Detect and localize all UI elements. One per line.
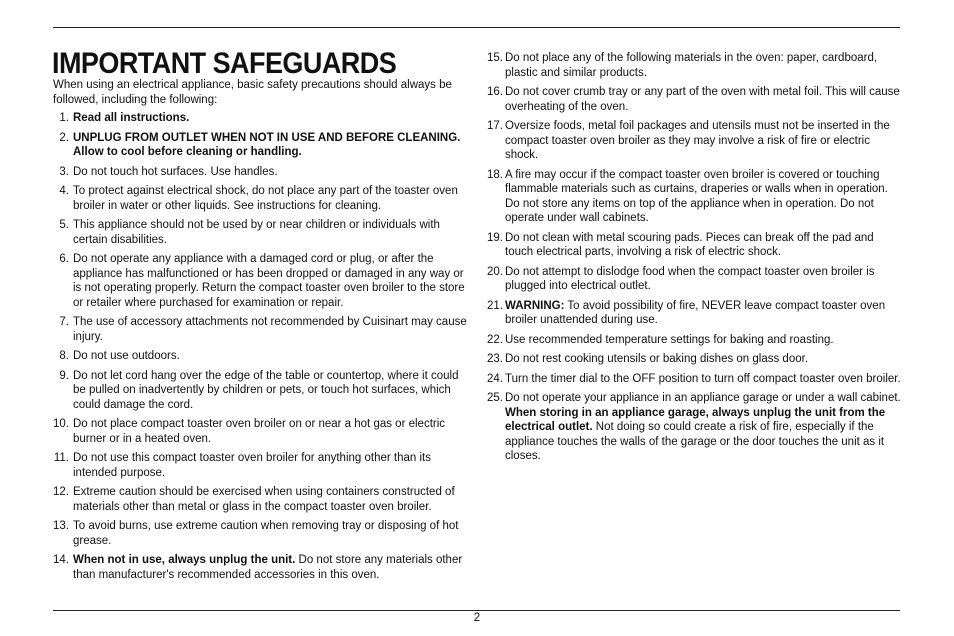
list-item xyxy=(53,519,471,548)
item-text: Do not operate any appliance with a damaged cord or plug, or after the appliance has malfunctioned or has been dropped or damaged in any way or is not operating properly. Return the compact toaster oven broiler to the store or retailer where purchased for examination or repair. xyxy=(73,253,465,309)
item-text: Do not place compact toaster oven broiler on or near a hot gas or electric burner or in a heated oven. xyxy=(73,418,446,445)
list-item xyxy=(484,119,904,163)
item-number: 25. xyxy=(487,392,503,404)
item-text: This appliance should not be used by or near children or individuals with certain disabilities. xyxy=(73,219,440,246)
item-text: Do not rest cooking utensils or baking dishes on glass door. xyxy=(505,353,809,365)
item-text: To avoid possibility of fire, NEVER leave compact toaster oven broiler unattended during use. xyxy=(505,299,886,326)
item-number: 9. xyxy=(59,369,69,382)
list-item xyxy=(484,51,904,80)
item-text: To protect against electrical shock, do not place any part of the toaster oven broiler in water or other liquids. See instructions for cleaning. xyxy=(73,185,458,212)
left-column xyxy=(53,111,471,587)
item-bold-text: Read all instructions. xyxy=(73,112,190,124)
item-text: Do not place any of the following materials in the oven: paper, cardboard, plastic and similar products. xyxy=(505,52,878,79)
item-text: Not doing so could create a risk of fire, especially if the appliance touches the walls of the garage or the door touches the unit as it closes. xyxy=(505,421,885,462)
list-item xyxy=(53,417,471,446)
item-text: Extreme caution should be exercised when using containers constructed of materials other than metal or glass in the compact toaster oven broiler. xyxy=(73,486,455,513)
item-number: 17. xyxy=(487,120,503,132)
list-item xyxy=(484,168,904,226)
item-bold-text: When storing in an appliance garage, always unplug the unit from the electrical outlet. xyxy=(505,406,886,433)
list-item xyxy=(484,372,904,387)
item-number: 19. xyxy=(487,231,503,244)
list-item xyxy=(53,369,471,413)
list-item xyxy=(53,315,471,344)
top-rule xyxy=(53,27,900,28)
list-item xyxy=(53,252,471,310)
list-item xyxy=(53,165,471,180)
intro-text: When using an electrical appliance, basic safety precautions should always be followed, including the following: xyxy=(53,79,452,106)
item-text: Use recommended temperature settings for baking and roasting. xyxy=(505,333,834,346)
list-item xyxy=(484,333,904,348)
item-number: 6. xyxy=(59,253,69,265)
item-number: 10. xyxy=(53,418,69,430)
item-text: Oversize foods, metal foil packages and utensils must not be inserted in the compact toaster oven broiler as they may involve a risk of fire or electric shock. xyxy=(505,120,890,161)
item-text: A fire may occur if the compact toaster oven broiler is covered or touching flammable materials such as curtains, draperies or walls when in operation. Do not store any items on top of the appliance when in operation. Do not operate under wall cabinets. xyxy=(505,168,888,224)
list-item xyxy=(53,451,471,480)
item-number: 16. xyxy=(487,86,503,98)
item-number: 12. xyxy=(53,486,69,498)
list-item xyxy=(484,231,904,260)
list-item xyxy=(53,184,471,213)
list-item xyxy=(484,391,904,464)
item-number: 4. xyxy=(59,185,69,197)
item-text: Do not attempt to dislodge food when the compact toaster oven broiler is plugged into electrical outlet. xyxy=(505,265,875,292)
list-item xyxy=(53,485,471,514)
item-text: To avoid burns, use extreme caution when removing tray or disposing of hot grease. xyxy=(73,520,459,547)
item-text: Do not clean with metal scouring pads. Pieces can break off the pad and touch electrical parts, involving a risk of electric shock. xyxy=(505,231,874,258)
list-item xyxy=(53,111,471,126)
item-text: Turn the timer dial to the OFF position to turn off compact toaster oven broiler. xyxy=(505,372,901,385)
item-bold-text: When not in use, always unplug the unit. xyxy=(73,554,296,566)
item-number: 5. xyxy=(59,219,69,231)
item-text: Do not cover crumb tray or any part of the oven with metal foil. This will cause overheating of the oven. xyxy=(505,86,900,113)
list-item xyxy=(53,349,471,364)
item-number: 3. xyxy=(59,165,69,178)
list-item xyxy=(484,265,904,294)
item-number: 11. xyxy=(53,452,69,464)
item-number: 14. xyxy=(53,554,69,566)
item-text: Do not touch hot surfaces. Use handles. xyxy=(73,165,278,178)
item-number: 1. xyxy=(59,112,69,124)
item-bold-text: UNPLUG FROM OUTLET WHEN NOT IN USE AND BEFORE CLEANING. Allow to cool before cleaning or handling. xyxy=(73,131,461,158)
item-number: 2. xyxy=(59,131,69,144)
list-item xyxy=(53,553,471,582)
item-number: 22. xyxy=(487,333,503,346)
right-column xyxy=(484,51,904,469)
item-number: 8. xyxy=(59,350,69,362)
item-number: 23. xyxy=(487,353,503,365)
item-number: 7. xyxy=(59,316,69,328)
page-number: 2 xyxy=(473,612,481,624)
item-text: Do not use outdoors. xyxy=(73,350,180,362)
item-bold-text: WARNING: xyxy=(505,299,565,312)
item-number: 15. xyxy=(487,52,503,64)
item-number: 18. xyxy=(487,168,503,181)
list-item xyxy=(484,299,904,328)
item-number: 21. xyxy=(487,299,503,312)
list-item xyxy=(484,352,904,367)
item-text: The use of accessory attachments not recommended by Cuisinart may cause injury. xyxy=(73,316,467,343)
list-item xyxy=(53,131,471,160)
item-text: Do not operate your appliance in an appliance garage or under a wall cabinet. xyxy=(505,392,901,404)
item-number: 20. xyxy=(487,265,503,278)
bottom-rule xyxy=(53,610,900,611)
item-text: Do not let cord hang over the edge of the table or countertop, where it could be pulled on inadvertently by children or pets, or touch hot surfaces, which could damage the cord. xyxy=(73,369,459,411)
item-number: 24. xyxy=(487,372,503,385)
list-item xyxy=(53,218,471,247)
item-number: 13. xyxy=(53,520,69,532)
list-item xyxy=(484,85,904,114)
item-text: Do not store any materials other than manufacturer's recommended accessories in this oven. xyxy=(73,554,463,581)
item-text: Do not use this compact toaster oven broiler for anything other than its intended purpose. xyxy=(73,452,431,479)
page-title: IMPORTANT SAFEGUARDS xyxy=(52,47,397,80)
